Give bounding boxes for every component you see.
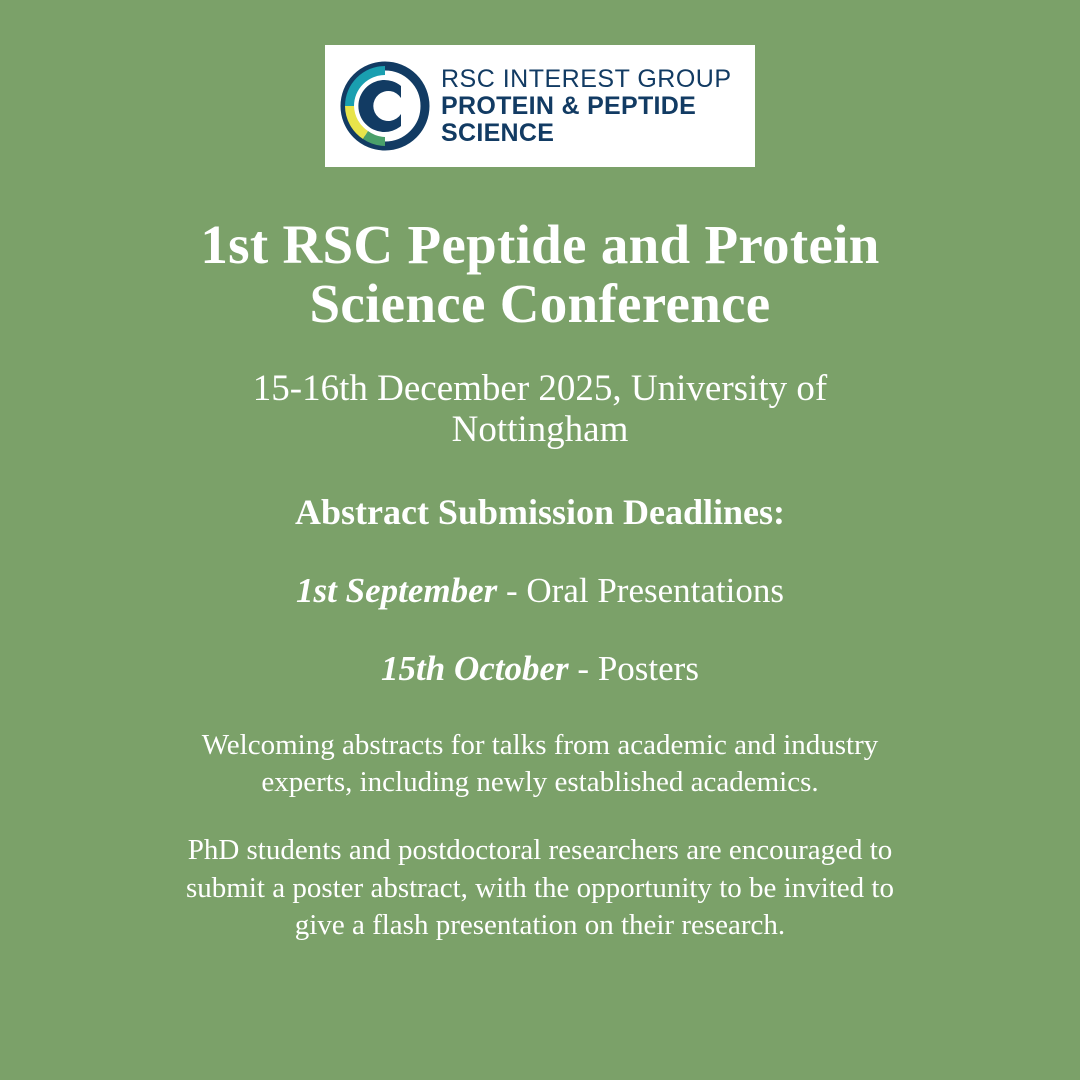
abstract-invitation-paragraph: Welcoming abstracts for talks from academic and industry experts, including newly established academics. <box>201 728 879 799</box>
logo-line-interest-group: RSC INTEREST GROUP <box>441 64 732 93</box>
event-date-location: 15-16th December 2025, University of Nottingham <box>252 367 828 451</box>
rsc-c-circle-logo-icon <box>339 60 431 152</box>
deadline-posters-date: 15th October <box>381 648 569 688</box>
poster-content <box>110 215 970 975</box>
deadlines-heading: Abstract Submission Deadlines: <box>294 491 786 532</box>
page-title: 1st RSC Peptide and Protein Science Conference <box>200 214 880 335</box>
deadline-posters-separator: - <box>568 648 598 688</box>
rsc-logo-text <box>441 66 732 147</box>
student-researcher-paragraph: PhD students and postdoctoral researchers are encouraged to submit a poster abstract, with the opportunity to be invited to give a flash presentation on their research. <box>186 834 894 942</box>
logo-line-protein-peptide: PROTEIN & PEPTIDE <box>441 91 697 120</box>
deadline-oral-date: 1st September <box>296 570 498 610</box>
logo-line-science: SCIENCE <box>441 118 555 147</box>
deadline-oral <box>110 571 970 611</box>
deadline-posters <box>110 649 970 689</box>
rsc-logo-card <box>325 45 755 167</box>
deadline-oral-type: Oral Presentations <box>526 570 784 610</box>
deadline-posters-type: Posters <box>597 648 699 688</box>
deadline-oral-separator: - <box>497 570 527 610</box>
